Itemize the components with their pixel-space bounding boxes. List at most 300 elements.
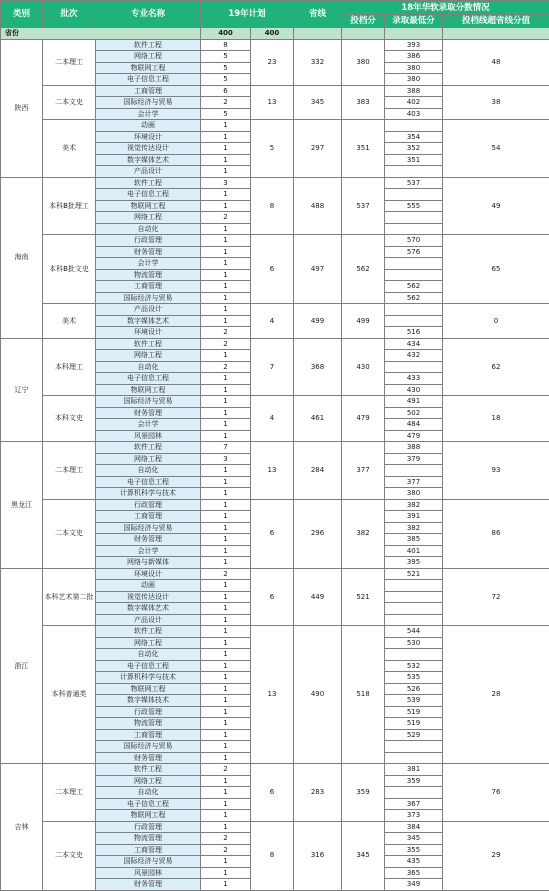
major-min-score: 345 [385, 833, 443, 845]
major-plan: 5 [201, 62, 251, 74]
header-major: 专业名称 [96, 1, 201, 28]
cast-score: 479 [342, 396, 385, 442]
major-min-score: 365 [385, 867, 443, 879]
batch-name: 本科B批文史 [43, 235, 96, 304]
major-min-score: 388 [385, 85, 443, 97]
major-name: 网络工程 [96, 212, 201, 224]
major-min-score: 367 [385, 798, 443, 810]
header-cast-score: 投档分 [342, 15, 385, 28]
province-line-score: 497 [294, 235, 342, 304]
major-plan: 1 [201, 499, 251, 511]
major-name: 电子信息工程 [96, 476, 201, 488]
major-name: 软件工程 [96, 39, 201, 51]
major-min-score: 526 [385, 683, 443, 695]
major-min-score: 521 [385, 568, 443, 580]
major-min-score: 530 [385, 637, 443, 649]
major-min-score: 395 [385, 557, 443, 569]
major-min-score: 544 [385, 626, 443, 638]
major-plan: 1 [201, 465, 251, 477]
major-name: 软件工程 [96, 338, 201, 350]
line-diff: 18 [443, 396, 549, 442]
batch-name: 本科文史 [43, 396, 96, 442]
major-min-score: 386 [385, 51, 443, 63]
batch-plan-total: 6 [251, 235, 294, 304]
major-plan: 1 [201, 591, 251, 603]
major-name: 软件工程 [96, 626, 201, 638]
major-plan: 1 [201, 407, 251, 419]
major-min-score: 377 [385, 476, 443, 488]
table-row [1, 396, 549, 408]
major-name: 软件工程 [96, 442, 201, 454]
major-plan: 1 [201, 488, 251, 500]
line-diff: 72 [443, 568, 549, 626]
major-plan: 1 [201, 637, 251, 649]
major-plan: 1 [201, 522, 251, 534]
major-plan: 1 [201, 856, 251, 868]
major-name: 电子信息工程 [96, 373, 201, 385]
header-plan-2019: 19年计划 [201, 1, 294, 28]
table-row [1, 764, 549, 776]
major-min-score [385, 580, 443, 592]
major-plan: 1 [201, 810, 251, 822]
major-name: 网络工程 [96, 453, 201, 465]
major-min-score: 382 [385, 522, 443, 534]
line-diff: 86 [443, 499, 549, 568]
total-empty-cell [443, 28, 549, 40]
major-plan: 1 [201, 131, 251, 143]
major-name: 国际经济与贸易 [96, 856, 201, 868]
province-name: 海南 [1, 177, 43, 338]
major-min-score: 516 [385, 327, 443, 339]
batch-plan-total: 8 [251, 821, 294, 890]
major-name: 国际经济与贸易 [96, 396, 201, 408]
cast-score: 345 [342, 821, 385, 890]
major-min-score: 402 [385, 97, 443, 109]
major-plan: 1 [201, 603, 251, 615]
major-plan: 6 [201, 85, 251, 97]
cast-score: 430 [342, 338, 385, 396]
major-name: 自动化 [96, 787, 201, 799]
major-min-score: 519 [385, 718, 443, 730]
line-diff: 0 [443, 304, 549, 339]
major-min-score: 432 [385, 350, 443, 362]
major-name: 财务管理 [96, 407, 201, 419]
total-row [1, 28, 549, 40]
major-min-score [385, 258, 443, 270]
major-min-score: 382 [385, 499, 443, 511]
major-min-score [385, 361, 443, 373]
cast-score: 499 [342, 304, 385, 339]
table-row [1, 177, 549, 189]
major-name: 工商管理 [96, 85, 201, 97]
major-min-score: 433 [385, 373, 443, 385]
major-plan: 8 [201, 39, 251, 51]
major-name: 网络与新媒体 [96, 557, 201, 569]
major-name: 电子信息工程 [96, 74, 201, 86]
major-plan: 1 [201, 683, 251, 695]
total-label: 省份 [1, 28, 201, 40]
batch-plan-total: 23 [251, 39, 294, 85]
major-min-score [385, 465, 443, 477]
major-plan: 2 [201, 844, 251, 856]
major-min-score: 381 [385, 764, 443, 776]
major-name: 数字媒体技术 [96, 695, 201, 707]
major-plan: 1 [201, 511, 251, 523]
major-plan: 1 [201, 396, 251, 408]
major-plan: 1 [201, 189, 251, 201]
major-min-score [385, 614, 443, 626]
major-name: 物流管理 [96, 269, 201, 281]
major-plan: 2 [201, 212, 251, 224]
major-min-score: 491 [385, 396, 443, 408]
major-name: 网络工程 [96, 350, 201, 362]
batch-name: 二本文史 [43, 85, 96, 120]
cast-score: 518 [342, 626, 385, 764]
batch-plan-total: 7 [251, 338, 294, 396]
major-min-score [385, 752, 443, 764]
major-min-score: 379 [385, 453, 443, 465]
major-name: 数字媒体艺术 [96, 315, 201, 327]
batch-plan-total: 4 [251, 304, 294, 339]
major-name: 自动化 [96, 649, 201, 661]
major-name: 视觉传达设计 [96, 591, 201, 603]
table-row [1, 338, 549, 350]
batch-plan-total: 4 [251, 396, 294, 442]
batch-plan-total: 13 [251, 85, 294, 120]
major-plan: 1 [201, 476, 251, 488]
major-min-score: 519 [385, 706, 443, 718]
cast-score: 382 [342, 499, 385, 568]
major-name: 财务管理 [96, 246, 201, 258]
major-name: 风景园林 [96, 867, 201, 879]
major-min-score: 384 [385, 821, 443, 833]
batch-plan-total: 8 [251, 177, 294, 235]
cast-score: 537 [342, 177, 385, 235]
major-name: 会计学 [96, 419, 201, 431]
major-plan: 1 [201, 246, 251, 258]
major-name: 网络工程 [96, 775, 201, 787]
cast-score: 380 [342, 39, 385, 85]
province-name: 吉林 [1, 764, 43, 891]
major-plan: 1 [201, 235, 251, 247]
province-line-score: 345 [294, 85, 342, 120]
major-name: 视觉传达设计 [96, 143, 201, 155]
total-plan-a: 400 [201, 28, 251, 40]
major-plan: 1 [201, 430, 251, 442]
major-name: 环境设计 [96, 568, 201, 580]
major-plan: 1 [201, 373, 251, 385]
header-category: 类别 [1, 1, 43, 28]
major-min-score: 484 [385, 419, 443, 431]
major-min-score: 539 [385, 695, 443, 707]
major-plan: 1 [201, 154, 251, 166]
major-plan: 1 [201, 557, 251, 569]
province-name: 辽宁 [1, 338, 43, 442]
province-name: 陕西 [1, 39, 43, 177]
major-name: 电子信息工程 [96, 798, 201, 810]
batch-name: 美术 [43, 304, 96, 339]
batch-plan-total: 6 [251, 499, 294, 568]
major-name: 财务管理 [96, 534, 201, 546]
major-plan: 1 [201, 223, 251, 235]
major-name: 国际经济与贸易 [96, 292, 201, 304]
major-plan: 1 [201, 580, 251, 592]
province-line-score: 332 [294, 39, 342, 85]
major-plan: 1 [201, 729, 251, 741]
line-diff: 54 [443, 120, 549, 178]
major-name: 工商管理 [96, 511, 201, 523]
major-plan: 1 [201, 798, 251, 810]
major-plan: 1 [201, 741, 251, 753]
major-min-score: 391 [385, 511, 443, 523]
batch-name: 二本文史 [43, 821, 96, 890]
major-name: 动画 [96, 120, 201, 132]
major-min-score: 380 [385, 62, 443, 74]
cast-score: 562 [342, 235, 385, 304]
province-line-score: 368 [294, 338, 342, 396]
major-min-score: 351 [385, 154, 443, 166]
major-name: 产品设计 [96, 304, 201, 316]
major-plan: 1 [201, 419, 251, 431]
table-row [1, 626, 549, 638]
header-2018-group: 18年华软录取分数情况 [342, 1, 549, 15]
major-plan: 1 [201, 281, 251, 293]
major-name: 自动化 [96, 223, 201, 235]
major-plan: 1 [201, 821, 251, 833]
major-min-score [385, 315, 443, 327]
line-diff: 62 [443, 338, 549, 396]
major-plan: 1 [201, 775, 251, 787]
major-min-score: 435 [385, 856, 443, 868]
header-min-score: 录取最低分 [385, 15, 443, 28]
major-min-score [385, 223, 443, 235]
major-name: 物联网工程 [96, 683, 201, 695]
line-diff: 65 [443, 235, 549, 304]
major-plan: 1 [201, 614, 251, 626]
line-diff: 76 [443, 764, 549, 822]
major-name: 行政管理 [96, 706, 201, 718]
major-plan: 1 [201, 626, 251, 638]
major-min-score: 403 [385, 108, 443, 120]
major-plan: 1 [201, 304, 251, 316]
batch-name: 二本理工 [43, 39, 96, 85]
major-name: 物联网工程 [96, 810, 201, 822]
major-min-score: 380 [385, 74, 443, 86]
major-plan: 1 [201, 384, 251, 396]
batch-name: 本科普通类 [43, 626, 96, 764]
major-min-score [385, 269, 443, 281]
major-name: 物流管理 [96, 833, 201, 845]
major-name: 物联网工程 [96, 384, 201, 396]
table-row [1, 568, 549, 580]
line-diff: 49 [443, 177, 549, 235]
major-plan: 1 [201, 867, 251, 879]
major-plan: 1 [201, 787, 251, 799]
major-min-score: 532 [385, 660, 443, 672]
major-plan: 1 [201, 718, 251, 730]
table-row [1, 821, 549, 833]
batch-plan-total: 5 [251, 120, 294, 178]
batch-name: 本科理工 [43, 338, 96, 396]
total-plan-b: 400 [251, 28, 294, 40]
header-province-line: 省线 [294, 1, 342, 28]
major-plan: 2 [201, 338, 251, 350]
major-name: 国际经济与贸易 [96, 522, 201, 534]
major-plan: 5 [201, 51, 251, 63]
major-plan: 1 [201, 200, 251, 212]
table-row [1, 235, 549, 247]
major-plan: 1 [201, 660, 251, 672]
major-plan: 2 [201, 833, 251, 845]
major-plan: 2 [201, 568, 251, 580]
major-plan: 3 [201, 453, 251, 465]
major-name: 网络工程 [96, 51, 201, 63]
major-name: 行政管理 [96, 235, 201, 247]
table-row [1, 39, 549, 51]
major-min-score [385, 591, 443, 603]
batch-plan-total: 6 [251, 764, 294, 822]
major-min-score: 576 [385, 246, 443, 258]
cast-score: 377 [342, 442, 385, 500]
batch-name: 美术 [43, 120, 96, 178]
major-min-score: 352 [385, 143, 443, 155]
major-name: 会计学 [96, 545, 201, 557]
major-plan: 1 [201, 695, 251, 707]
major-name: 网络工程 [96, 637, 201, 649]
major-min-score: 570 [385, 235, 443, 247]
major-name: 自动化 [96, 465, 201, 477]
major-name: 产品设计 [96, 166, 201, 178]
major-name: 行政管理 [96, 821, 201, 833]
major-name: 软件工程 [96, 764, 201, 776]
major-min-score: 535 [385, 672, 443, 684]
total-empty-cell [385, 28, 443, 40]
major-min-score [385, 166, 443, 178]
major-plan: 1 [201, 258, 251, 270]
line-diff: 28 [443, 626, 549, 764]
major-min-score: 393 [385, 39, 443, 51]
major-min-score [385, 212, 443, 224]
major-name: 会计学 [96, 108, 201, 120]
major-name: 风景园林 [96, 430, 201, 442]
major-name: 自动化 [96, 361, 201, 373]
major-min-score: 373 [385, 810, 443, 822]
table-row [1, 499, 549, 511]
major-min-score [385, 189, 443, 201]
major-min-score [385, 603, 443, 615]
line-diff: 93 [443, 442, 549, 500]
major-plan: 2 [201, 361, 251, 373]
major-plan: 2 [201, 327, 251, 339]
major-min-score [385, 304, 443, 316]
major-plan: 2 [201, 97, 251, 109]
major-name: 数字媒体艺术 [96, 154, 201, 166]
table-row [1, 442, 549, 454]
table-row [1, 120, 549, 132]
major-name: 财务管理 [96, 752, 201, 764]
header-line-diff: 投档线超省线分值 [443, 15, 549, 28]
cast-score: 351 [342, 120, 385, 178]
batch-plan-total: 13 [251, 442, 294, 500]
major-min-score [385, 741, 443, 753]
major-min-score: 359 [385, 775, 443, 787]
province-line-score: 296 [294, 499, 342, 568]
major-min-score: 555 [385, 200, 443, 212]
major-min-score [385, 120, 443, 132]
major-name: 计算机科学与技术 [96, 488, 201, 500]
batch-name: 本科B批理工 [43, 177, 96, 235]
line-diff: 48 [443, 39, 549, 85]
province-line-score: 461 [294, 396, 342, 442]
major-name: 产品设计 [96, 614, 201, 626]
major-name: 电子信息工程 [96, 189, 201, 201]
major-name: 环境设计 [96, 131, 201, 143]
header-batch: 批次 [43, 1, 96, 28]
major-min-score: 354 [385, 131, 443, 143]
line-diff: 38 [443, 85, 549, 120]
table-row [1, 85, 549, 97]
major-plan: 1 [201, 706, 251, 718]
major-plan: 1 [201, 315, 251, 327]
major-name: 国际经济与贸易 [96, 97, 201, 109]
province-line-score: 490 [294, 626, 342, 764]
major-min-score: 562 [385, 281, 443, 293]
major-min-score: 434 [385, 338, 443, 350]
major-name: 工商管理 [96, 281, 201, 293]
major-min-score: 380 [385, 488, 443, 500]
major-name: 物联网工程 [96, 200, 201, 212]
major-name: 数字媒体艺术 [96, 603, 201, 615]
major-min-score: 430 [385, 384, 443, 396]
table-body [1, 28, 549, 891]
cast-score: 383 [342, 85, 385, 120]
major-name: 工商管理 [96, 729, 201, 741]
major-plan: 1 [201, 350, 251, 362]
major-name: 物联网工程 [96, 62, 201, 74]
batch-plan-total: 13 [251, 626, 294, 764]
major-name: 电子信息工程 [96, 660, 201, 672]
major-plan: 5 [201, 74, 251, 86]
major-min-score: 388 [385, 442, 443, 454]
batch-name: 二本理工 [43, 442, 96, 500]
province-name: 黑龙江 [1, 442, 43, 569]
cast-score: 359 [342, 764, 385, 822]
major-plan: 5 [201, 108, 251, 120]
major-min-score: 355 [385, 844, 443, 856]
major-name: 环境设计 [96, 327, 201, 339]
major-min-score: 502 [385, 407, 443, 419]
batch-name: 二本文史 [43, 499, 96, 568]
total-empty-cell [342, 28, 385, 40]
major-min-score: 537 [385, 177, 443, 189]
major-plan: 1 [201, 879, 251, 891]
major-name: 计算机科学与技术 [96, 672, 201, 684]
province-line-score: 316 [294, 821, 342, 890]
major-name: 动画 [96, 580, 201, 592]
province-line-score: 449 [294, 568, 342, 626]
major-min-score: 562 [385, 292, 443, 304]
major-min-score: 529 [385, 729, 443, 741]
total-empty-cell [294, 28, 342, 40]
province-line-score: 499 [294, 304, 342, 339]
major-plan: 1 [201, 269, 251, 281]
province-line-score: 283 [294, 764, 342, 822]
province-line-score: 284 [294, 442, 342, 500]
major-name: 财务管理 [96, 879, 201, 891]
major-plan: 1 [201, 143, 251, 155]
major-plan: 1 [201, 166, 251, 178]
major-plan: 7 [201, 442, 251, 454]
